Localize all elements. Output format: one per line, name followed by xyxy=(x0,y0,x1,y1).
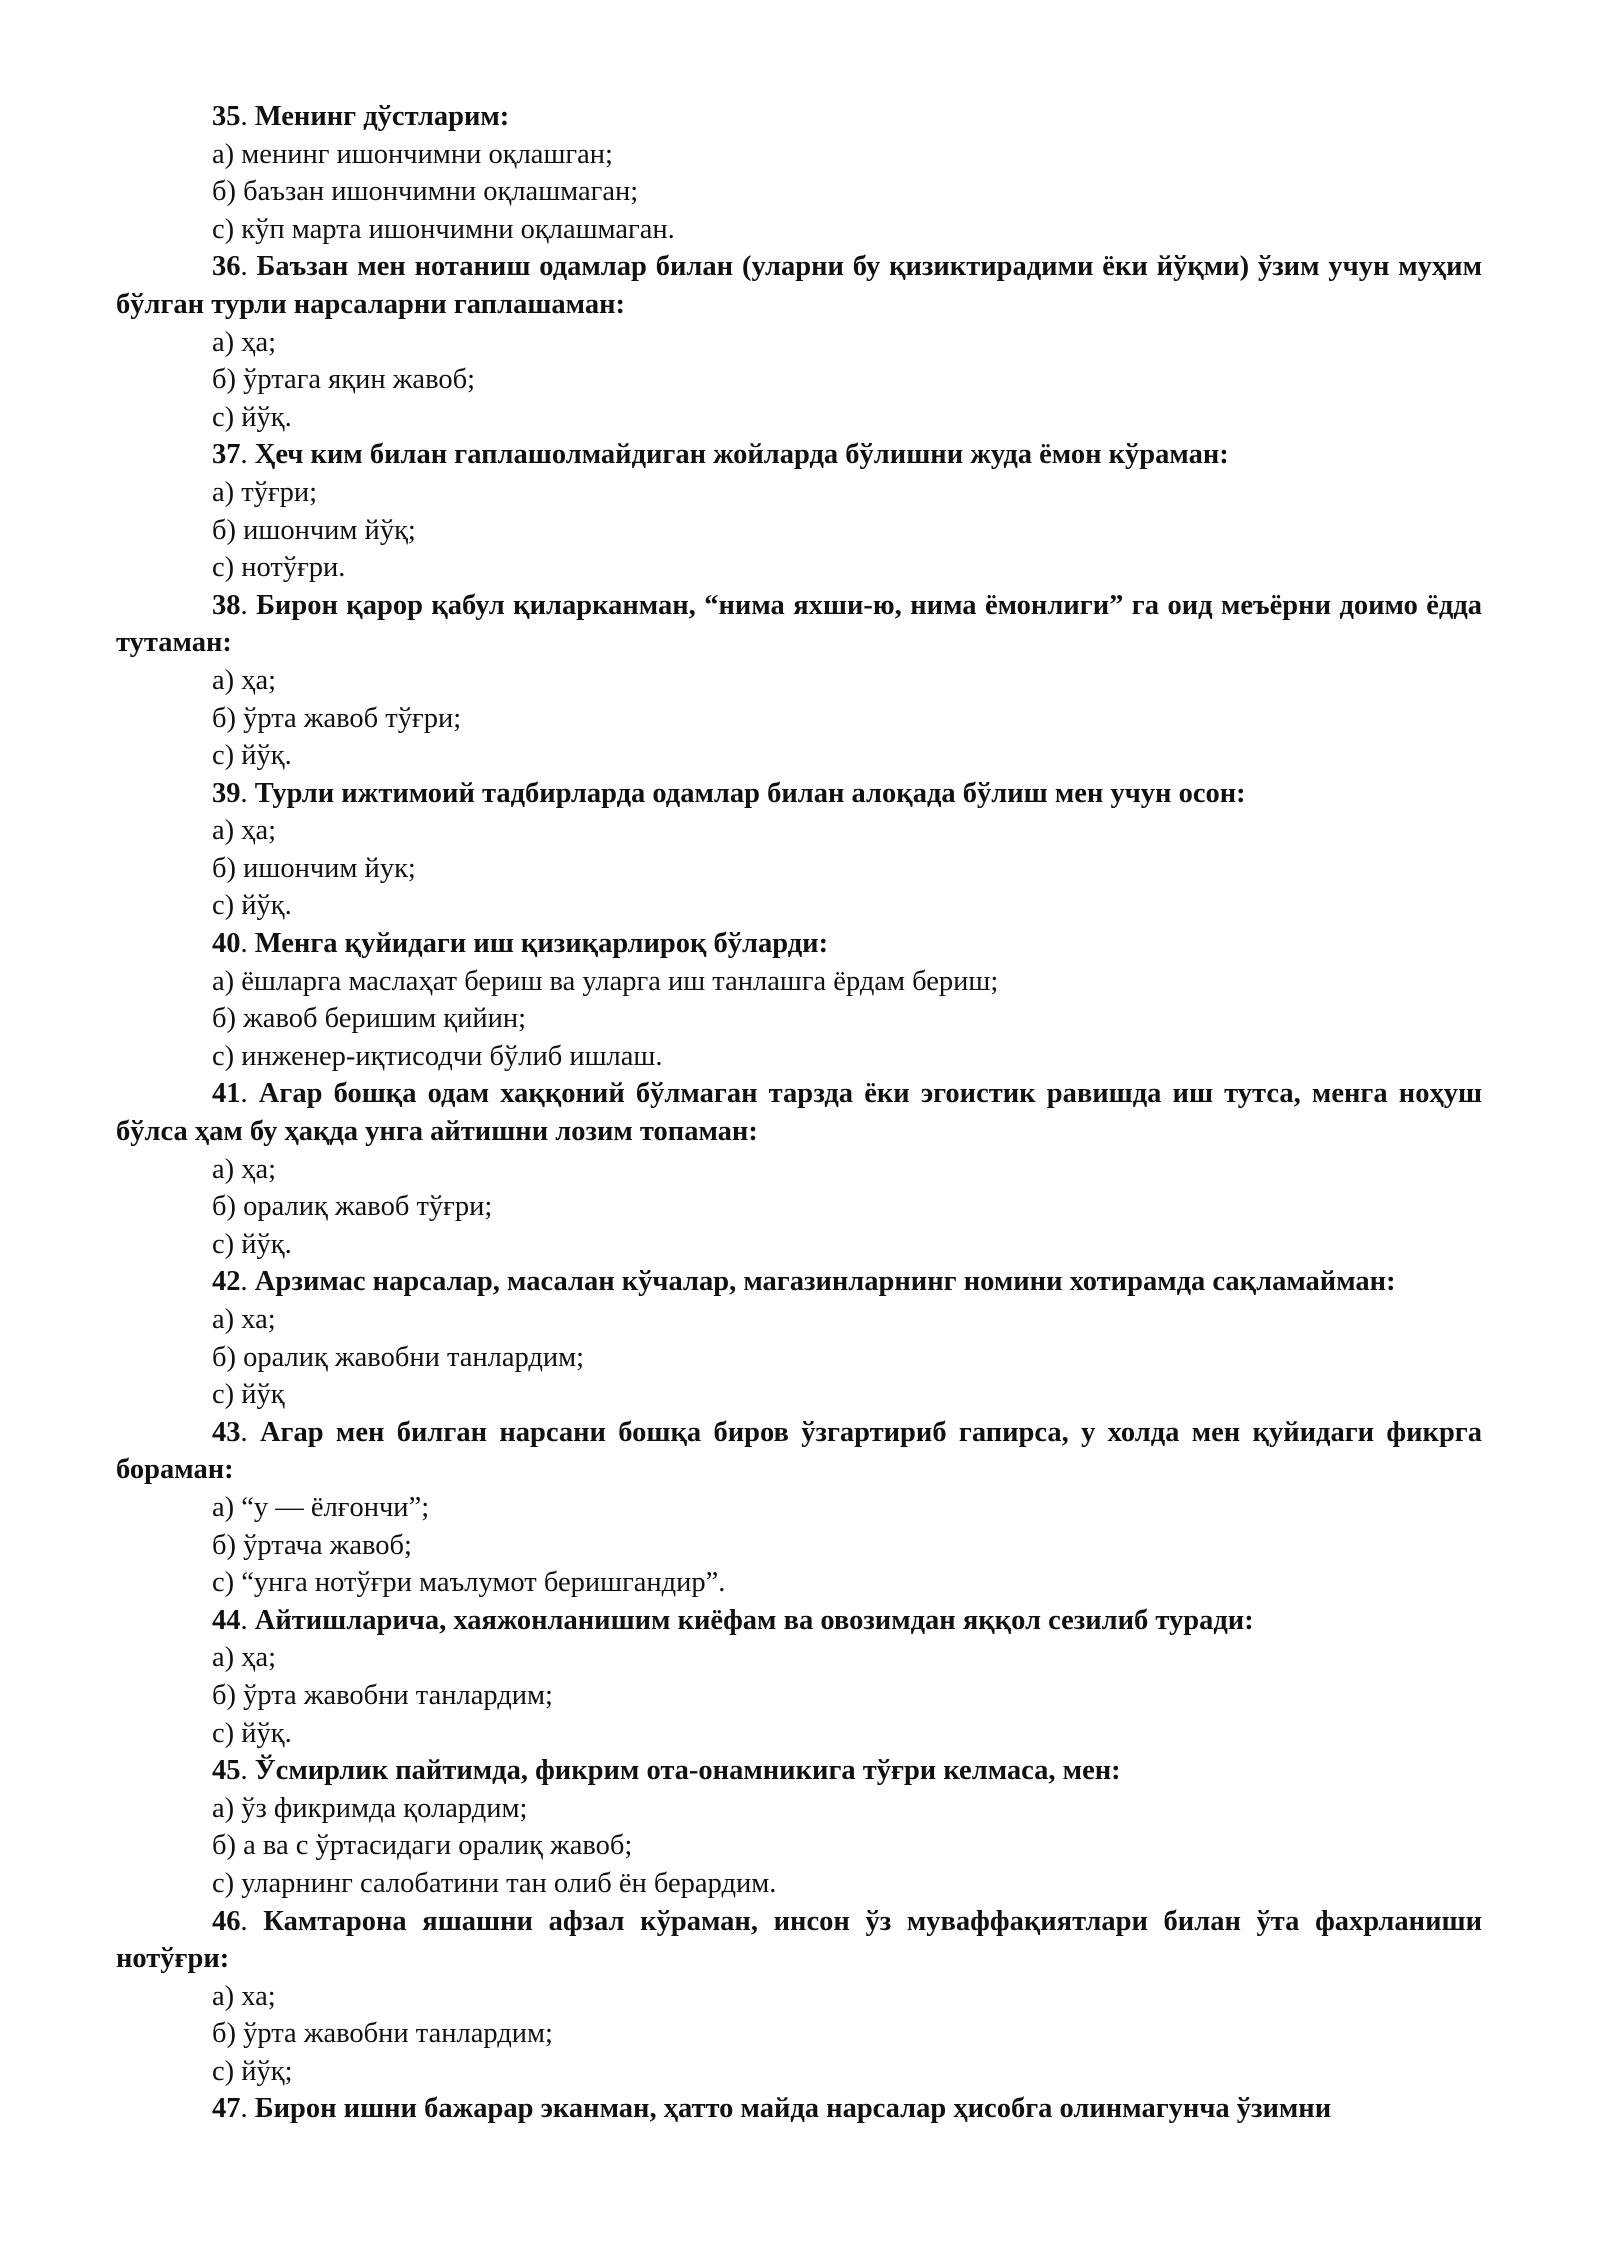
answer-option-c: с) йўқ. xyxy=(212,1717,292,1749)
question-text: 37. Ҳеч ким билан гаплашолмайдиган жойларда бўлишни жуда ёмон кўраман: xyxy=(212,439,1229,471)
answer-option-b: б) ўртага яқин жавоб; xyxy=(212,364,476,396)
question-number: 42 xyxy=(212,1266,241,1298)
question-38 xyxy=(116,587,1482,775)
answer-option-c: с) уларнинг салобатини тан олиб ён берардим. xyxy=(212,1867,777,1899)
answer-option-c: с) кўп марта ишончимни оқлашмаган. xyxy=(212,213,675,245)
question-text: 46. Камтарона яшашни афзал кўраман, инсон ўз муваффақиятлари билан ўта фахрланиши нотўғри: xyxy=(116,1905,1482,1975)
question-statement: Бирон ишни бажарар эканман, ҳатто майда нарсалар ҳисобга олинмагунча ўзимни xyxy=(254,2093,1332,2125)
question-text: 44. Айтишларича, хаяжонланишим киёфам ва овозимдан яққол сезилиб туради: xyxy=(212,1604,1254,1636)
question-text: 36. Баъзан мен нотаниш одамлар билан (уларни бу қизиктирадими ёки йўқми) ўзим учун муҳим бўлган турли нарсаларни гаплашаман: xyxy=(116,251,1483,320)
question-statement: Ўсмирлик пайтимда, фикрим ота-онамникига тўғри келмаса, мен: xyxy=(254,1755,1121,1787)
question-number: 46 xyxy=(212,1905,241,1937)
question-number: 36 xyxy=(212,251,241,283)
question-37 xyxy=(116,436,1482,586)
answer-option-c: с) йўқ. xyxy=(212,401,292,433)
question-number: 43 xyxy=(212,1416,241,1448)
answer-option-b: б) жавоб беришим қийин; xyxy=(212,1003,527,1035)
question-statement: Турли ижтимоий тадбирларда одамлар билан алоқада бўлиш мен учун осон: xyxy=(254,777,1246,809)
answer-option-a: а) ха; xyxy=(212,1304,276,1335)
answer-option-b: б) ишончим йук; xyxy=(212,852,416,884)
question-text: 43. Агар мен билган нарсани бошқа биров ўзгартириб гапирса, у холда мен қуйидаги фикрга бораман: xyxy=(116,1416,1483,1486)
question-statement: Агар мен билган нарсани бошқа биров ўзгартириб гапирса, у холда мен қуйидаги фикрга бораман: xyxy=(116,1416,1483,1486)
answer-option-a: а) ха; xyxy=(212,1980,276,2012)
question-text: 39. Турли ижтимоий тадбирларда одамлар билан алоқада бўлиш мен учун осон: xyxy=(212,777,1246,809)
answer-option-b: б) оралиқ жавобни танлардим; xyxy=(212,1341,585,1373)
question-statement: Айтишларича, хаяжонланишим киёфам ва овозимдан яққол сезилиб туради: xyxy=(254,1604,1254,1636)
answer-option-a: а) ёшларга маслаҳат бериш ва уларга иш танлашга ёрдам бериш; xyxy=(212,965,999,997)
answer-option-b: б) ўртача жавоб; xyxy=(212,1529,412,1561)
answer-option-c: с) инженер-иқтисодчи бўлиб ишлаш. xyxy=(212,1040,663,1072)
question-statement: Менинг дўстларим: xyxy=(254,101,510,132)
question-statement: Ҳеч ким билан гаплашолмайдиган жойларда бўлишни жуда ёмон кўраман: xyxy=(254,439,1229,471)
answer-option-a: а) ҳа; xyxy=(212,1642,277,1674)
answer-option-b: б) баъзан ишончимни оқлашмаган; xyxy=(212,176,639,208)
question-number: 40 xyxy=(212,928,241,960)
question-46 xyxy=(116,1903,1482,2091)
answer-option-a: а) ҳа; xyxy=(212,815,277,847)
answer-option-a: а) тўғри; xyxy=(212,476,318,508)
question-text: 38. Бирон қарор қабул қиларканман, “нима яхши-ю, нима ёмонлиги” га оид меъёрни доимо ёдда тутаман: xyxy=(116,589,1482,659)
answer-option-a: а) “у — ёлғончи”; xyxy=(212,1491,430,1523)
question-44 xyxy=(116,1602,1482,1752)
question-number: 41 xyxy=(212,1078,241,1110)
answer-option-a: а) ўз фикримда қолардим; xyxy=(212,1792,528,1824)
question-40 xyxy=(116,925,1482,1075)
answer-option-b: б) ўрта жавоб тўғри; xyxy=(212,702,462,734)
question-statement: Баъзан мен нотаниш одамлар билан (уларни бу қизиктирадими ёки йўқми) ўзим учун муҳим бўлган турли нарсаларни гаплашаман: xyxy=(116,251,1483,320)
question-text: 42. Арзимас нарсалар, масалан кўчалар, магазинларнинг номини хотирамда сақламайман: xyxy=(212,1266,1396,1298)
answer-option-b: б) ишончим йўқ; xyxy=(212,514,416,546)
answer-option-c: с) йўқ. xyxy=(212,1228,292,1260)
question-number: 37 xyxy=(212,439,241,471)
question-41 xyxy=(116,1075,1482,1263)
answer-option-c: с) йўқ. xyxy=(212,890,292,922)
question-number: 47 xyxy=(212,2093,241,2125)
question-47 xyxy=(116,2090,1482,2128)
answer-option-a: а) ҳа; xyxy=(212,326,277,358)
question-text: 47. Бирон ишни бажарар эканман, ҳатто майда нарсалар ҳисобга олинмагунча ўзимни xyxy=(212,2093,1332,2125)
answer-option-c: с) йўқ; xyxy=(212,2055,293,2087)
question-number: 45 xyxy=(212,1755,241,1787)
question-42 xyxy=(116,1263,1482,1413)
question-statement: Агар бошқа одам хаққоний бўлмаган тарзда ёки эгоистик равишда иш тутса, менга ноҳуш бўлса ҳам бу ҳақда унга айтишни лозим топаман: xyxy=(116,1078,1483,1148)
question-36 xyxy=(116,248,1482,436)
question-text: 40. Менга қуйидаги иш қизиқарлироқ бўларди: xyxy=(212,928,829,960)
question-statement: Камтарона яшашни афзал кўраман, инсон ўз муваффақиятлари билан ўта фахрланиши нотўғри: xyxy=(116,1905,1482,1975)
answer-option-a: а) ҳа; xyxy=(212,664,277,696)
question-text: 45. Ўсмирлик пайтимда, фикрим ота-онамникига тўғри келмаса, мен: xyxy=(212,1755,1121,1787)
question-number: 44 xyxy=(212,1604,241,1636)
question-43 xyxy=(116,1414,1482,1602)
answer-option-c: с) нотўғри. xyxy=(212,552,346,584)
question-statement: Менга қуйидаги иш қизиқарлироқ бўларди: xyxy=(254,928,829,960)
question-35 xyxy=(116,98,1482,248)
answer-option-b: б) ўрта жавобни танлардим; xyxy=(212,1679,553,1711)
answer-option-c: с) йўқ. xyxy=(212,740,292,772)
question-39 xyxy=(116,775,1482,925)
answer-option-b: б) оралиқ жавоб тўғри; xyxy=(212,1191,493,1223)
answer-option-a: а) ҳа; xyxy=(212,1153,277,1185)
question-number: 35 xyxy=(212,101,241,132)
question-text: 41. Агар бошқа одам хаққоний бўлмаган тарзда ёки эгоистик равишда иш тутса, менга ноҳуш бўлса ҳам бу ҳақда унга айтишни лозим топаман: xyxy=(116,1078,1483,1148)
question-statement: Бирон қарор қабул қиларканман, “нима яхши-ю, нима ёмонлиги” га оид меъёрни доимо ёдда тутаман: xyxy=(116,589,1482,659)
answer-option-a: а) менинг ишончимни оқлашган; xyxy=(212,138,613,170)
question-number: 39 xyxy=(212,777,241,809)
question-45 xyxy=(116,1752,1482,1902)
answer-option-b: б) а ва с ўртасидаги оралиқ жавоб; xyxy=(212,1830,633,1862)
question-text: 35. Менинг дўстларим: xyxy=(212,101,510,132)
answer-option-c: с) йўқ xyxy=(212,1379,285,1411)
question-number: 38 xyxy=(212,589,241,621)
answer-option-b: б) ўрта жавобни танлардим; xyxy=(212,2018,553,2050)
answer-option-c: с) “унга нотўғри маълумот беришгандир”. xyxy=(212,1567,726,1599)
question-statement: Арзимас нарсалар, масалан кўчалар, магазинларнинг номини хотирамда сақламайман: xyxy=(254,1266,1396,1298)
